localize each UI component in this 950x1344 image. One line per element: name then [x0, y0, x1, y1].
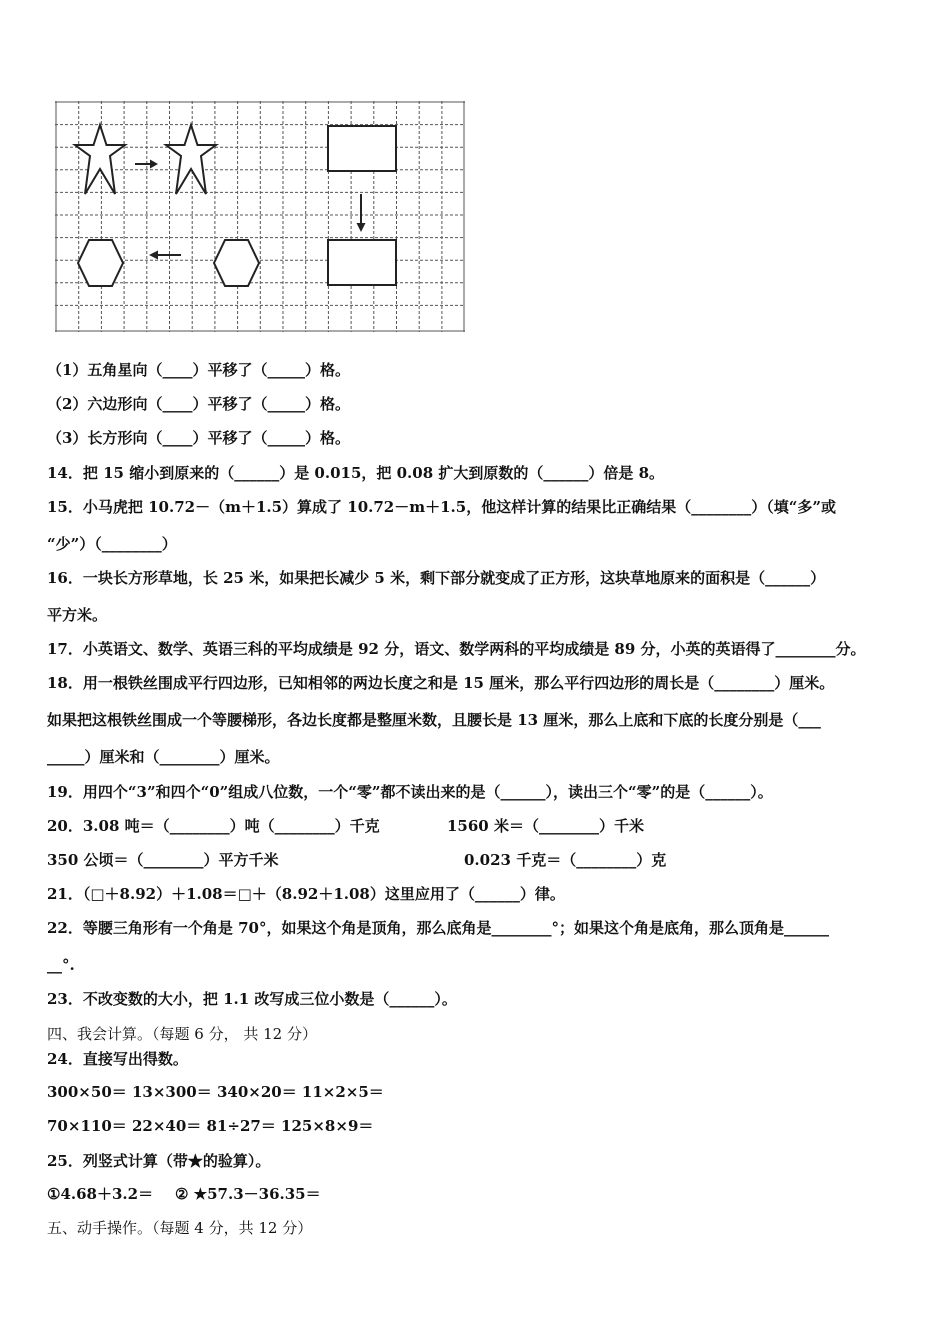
question-16-line-1: 16．一块长方形草地，长 25 米，如果把长减少 5 米，剩下部分就变成了正方形，这块草地原来的面积是（______） [47, 569, 826, 587]
q13-sub-2: （2）六边形向（____）平移了（_____）格。 [47, 395, 350, 413]
question-22-line-1: 22．等腰三角形有一个角是 70°，如果这个角是顶角，那么底角是________°；如果这个角是底角，那么顶角是______ [47, 919, 829, 937]
question-18-line-3: _____）厘米和（________）厘米。 [47, 748, 280, 766]
question-14: 14．把 15 缩小到原来的（______）是 0.015，把 0.08 扩大到原数的（______）倍是 8。 [47, 464, 665, 482]
question-16-line-2: 平方米。 [47, 606, 108, 624]
question-20-b: 1560 米＝（________）千米 [447, 817, 644, 835]
star-shape-original [75, 125, 125, 194]
question-20-d: 0.023 千克＝（________）克 [464, 851, 667, 869]
question-24-title: 24．直接写出得数。 [47, 1050, 188, 1068]
question-18-line-2: 如果把这根铁丝围成一个等腰梯形，各边长度都是整厘米数，且腰长是 13 厘米，那么上底和下底的长度分别是（___ [47, 711, 821, 729]
question-15-line-1: 15．小马虎把 10.72－（m＋1.5）算成了 10.72－m＋1.5，他这样计算的结果比正确结果（________）（填“多”或 [47, 498, 836, 516]
hexagon-shape-original [214, 240, 259, 286]
question-17: 17．小英语文、数学、英语三科的平均成绩是 92 分，语文、数学两科的平均成绩是 89 分，小英的英语得了________分。 [47, 640, 866, 658]
question-20-c: 350 公顷＝（________）平方千米 [47, 851, 279, 869]
hexagon-shape-moved [78, 240, 123, 286]
question-19: 19．用四个“3”和四个“0”组成八位数，一个“零”都不读出来的是（______），读出三个“零”的是（______）。 [47, 783, 773, 801]
question-18-line-1: 18．用一根铁丝围成平行四边形，已知相邻的两边长度之和是 15 厘米，那么平行四边形的周长是（________）厘米。 [47, 674, 835, 692]
question-20-a: 20．3.08 吨＝（________）吨（________）千克 [47, 817, 380, 835]
star-shape-moved [166, 125, 216, 194]
question-23: 23．不改变数的大小，把 1.1 改写成三位小数是（______）。 [47, 990, 457, 1008]
question-25-title: 25．列竖式计算（带★的验算）。 [47, 1152, 271, 1170]
translation-grid-figure [55, 101, 465, 332]
section-4-heading: 四、我会计算。（每题 6 分， 共 12 分） [47, 1025, 317, 1043]
question-25-a: ①4.68＋3.2＝ [47, 1185, 154, 1203]
question-24-row-1: 300×50＝ 13×300＝ 340×20＝ 11×2×5＝ [47, 1083, 384, 1101]
question-24-row-2: 70×110＝ 22×40＝ 81÷27＝ 125×8×9＝ [47, 1117, 374, 1135]
section-5-heading: 五、动手操作。（每题 4 分，共 12 分） [47, 1219, 313, 1237]
q13-sub-1: （1）五角星向（____）平移了（_____）格。 [47, 361, 350, 379]
question-15-line-2: “少”）（________） [47, 535, 177, 553]
rectangle-shape-moved [328, 240, 396, 285]
rectangle-shape-original [328, 126, 396, 171]
question-25-b: ② ★57.3－36.35＝ [175, 1185, 321, 1203]
question-22-line-2: __°. [47, 956, 75, 974]
question-21: 21．（□＋8.92）＋1.08＝□＋（8.92＋1.08）这里应用了（______）律。 [47, 885, 565, 903]
grid-lines [55, 101, 465, 332]
q13-sub-3: （3）长方形向（____）平移了（_____）格。 [47, 429, 350, 447]
